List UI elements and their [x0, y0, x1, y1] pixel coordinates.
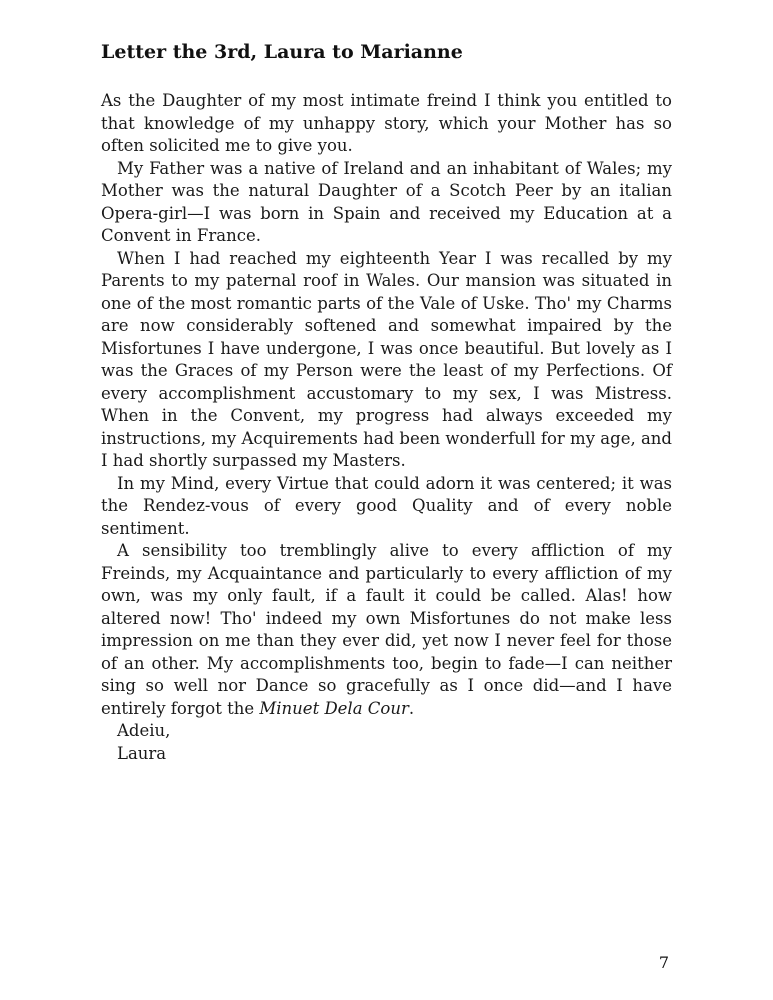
letter-title: Letter the 3rd, Laura to Marianne [101, 41, 463, 63]
paragraph-4: In my Mind, every Virtue that could adorn it was centered; it was the Rendez-vous of every good Quality and of every noble sentiment. [101, 473, 672, 538]
closing-salutation: Adeiu, [117, 721, 171, 740]
italic-phrase: Minuet Dela Cour [259, 698, 409, 718]
final-punctuation: . [408, 698, 415, 718]
page-number: 7 [658, 953, 669, 972]
signature: Laura [117, 743, 167, 763]
paragraph-5-text: A sensibility too tremblingly alive to every affliction of my Freinds, my Acquaintance and particularly to every affliction of my own, was my only fault, if a fault it could be called. Alas! how altered now! Tho' indeed my own Misfortunes do not make less impression on me than they ever did, yet now I never feel for those of an other. My accomplishments too, begin to fade—I can neither sing so well nor Dance so gracefully as I once did—and I have entirely forgot the [101, 541, 672, 718]
letter-body [101, 90, 672, 765]
document-page [101, 40, 672, 765]
paragraph-1: As the Daughter of my most intimate freind I think you entitled to that knowledge of my unhappy story, which your Mother has so often solicited me to give you. [101, 91, 672, 155]
paragraph-5 [101, 540, 672, 720]
paragraph-3: When I had reached my eighteenth Year I was recalled by my Parents to my paternal roof in Wales. Our mansion was situated in one of the most romantic parts of the Vale of Uske. Tho' my Charms are now considerably softened and somewhat impaired by the Misfortunes I have undergone, I was once beautiful. But lovely as I was the Graces of my Person were the least of my Perfections. Of every accomplishment accustomary to my sex, I was Mistress. When in the Convent, my progress had always exceeded my instructions, my Acquirements had been wonderfull for my age, and I had shortly surpassed my Masters. [101, 248, 672, 470]
paragraph-2: My Father was a native of Ireland and an inhabitant of Wales; my Mother was the natural Daughter of a Scotch Peer by an italian Opera-girl—I was born in Spain and received my Education at a Convent in France. [101, 158, 672, 245]
